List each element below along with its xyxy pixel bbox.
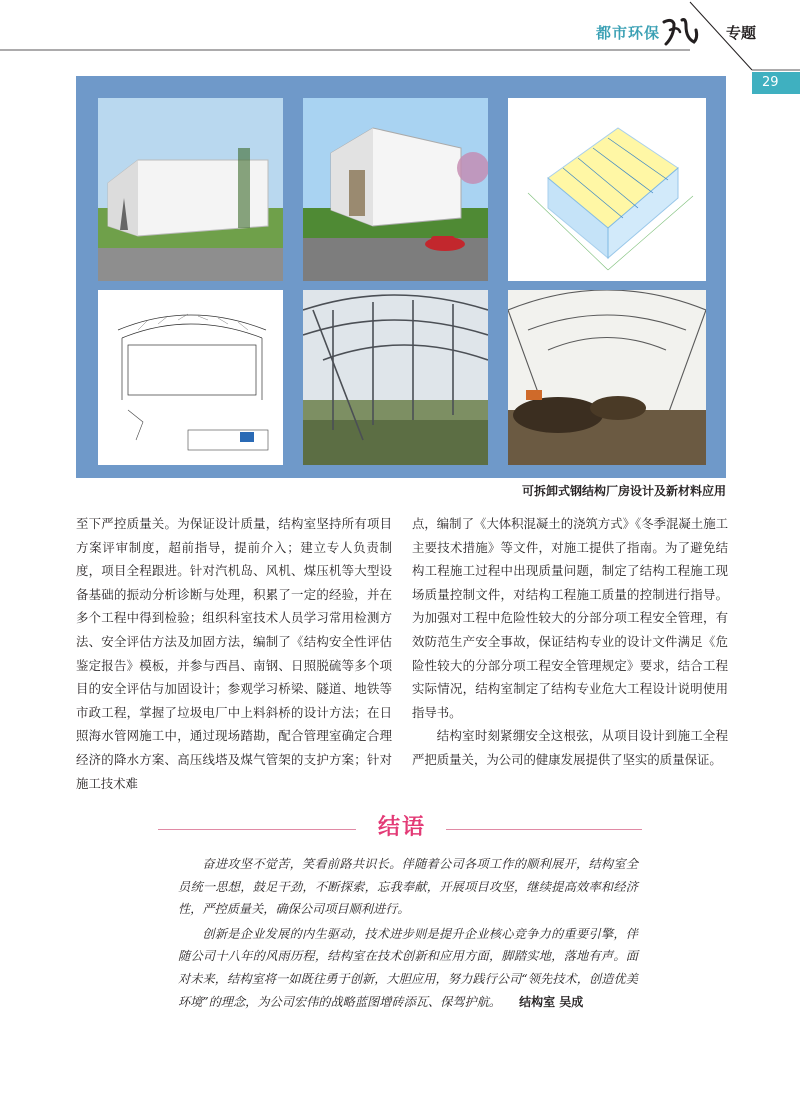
photo-panel (76, 76, 726, 478)
completed-interior-photo (508, 290, 706, 465)
left-column (76, 512, 392, 795)
right-column (412, 512, 728, 772)
page-number: 29 (752, 72, 800, 94)
right-column-paragraph-2: 结构室时刻紧绷安全这根弦，从项目设计到施工全程严把质量关，为公司的健康发展提供了坚实的质量保证。 (412, 728, 728, 767)
right-column-paragraph-1: 点，编制了《大体积混凝土的浇筑方式》《冬季混凝土施工主要技术措施》等文件，对施工提供了指南。为了避免结构工程施工过程中出现质量问题，制定了结构工程施工现场质量控制文件，对结构工程施工质量的控制进行指导。为加强对工程中危险性较大的分部分项工程安全管理，有效防范生产安全事故，保证结构专业的设计文件满足《危险性较大的分部分项工程安全管理规定》要求，结合工程实际情况，结构室制定了结构专业危大工程设计说明使用指导书。 (412, 516, 728, 720)
conclusion-paragraph-1: 奋进攻坚不觉苦，笑看前路共识长。伴随着公司各项工作的顺利展开，结构室全员统一思想，鼓足干劲，不断探索，忘我奉献，开展项目攻坚，继续提高效率和经济性，严控质量关，确保公司项目顺利进行。 (178, 857, 638, 917)
tent-warehouse-render-photo (98, 98, 283, 281)
conclusion-body (178, 853, 638, 1013)
figure-caption: 可拆卸式钢结构厂房设计及新材料应用 (521, 484, 726, 498)
conclusion-rule-left (158, 829, 356, 830)
conclusion-title: 结语 (377, 815, 426, 840)
section-label: 专题 (726, 24, 757, 42)
warehouse-with-car-render-photo (303, 98, 488, 281)
conclusion-paragraph-2 (178, 923, 638, 1013)
magazine-logo-icon (660, 14, 700, 48)
conclusion-paragraph-2-text: 创新是企业发展的内生驱动，技术进步则是提升企业核心竞争力的重要引擎，伴随公司十八年的风雨历程，结构室在技术创新和应用方面，脚踏实地，落地有声。面对未来，结构室将一如既往勇于创新，大胆应用，努力践行公司“领先技术，创造优美环境”的理念，为公司宏伟的战略蓝图增砖添瓦、保驾护航。 (178, 926, 638, 1009)
steel-truss-cad-drawing-photo (98, 290, 283, 465)
conclusion-rule-right (446, 829, 642, 830)
author-signature: 结构室 吴成 (519, 994, 584, 1009)
left-column-text: 至下严控质量关。为保证设计质量，结构室坚持所有项目方案评审制度，超前指导，提前介入；建立专人负责制度，项目全程跟进。针对汽机岛、风机、煤压机等大型设备基础的振动分析诊断与处理，积累了一定的经验，并在多个工程中得到检验；组织科室技术人员学习常用检测方法、安全评估方法及加固方法，编制了《结构安全性评估鉴定报告》模板，并参与西昌、南钢、日照脱硫等多个项目的安全评估与加固设计；参观学习桥梁、隧道、地铁等市政工程，掌握了垃圾电厂中上料斜桥的设计方法；在日照海水管网施工中，通过现场踏勘，配合管理室确定合理经济的降水方案、高压线塔及煤气管架的支护方案；针对施工技术难 (76, 516, 392, 791)
steel-frame-3d-model-photo (508, 98, 706, 281)
steel-frame-construction-photo (303, 290, 488, 465)
magazine-name: 都市环保 (596, 24, 661, 42)
